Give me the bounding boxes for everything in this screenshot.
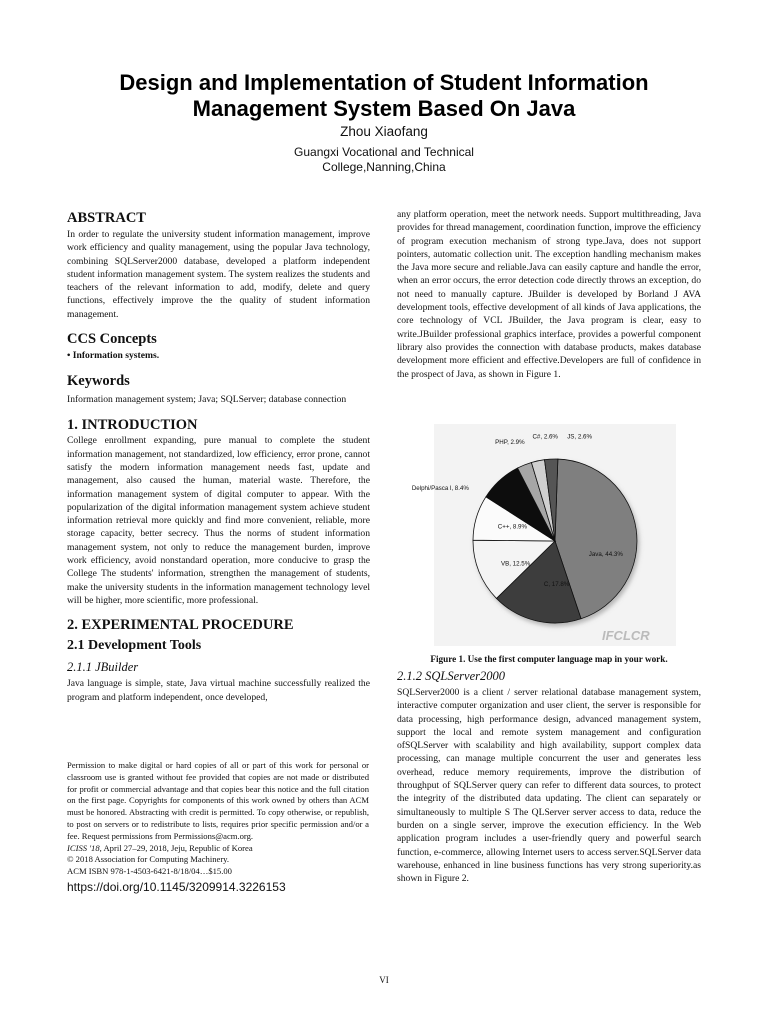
page-number: VI [379,975,389,985]
right-column [397,208,701,381]
pie-label-vb: VB, 12.5% [500,560,531,568]
right-column-lower [397,669,701,885]
affiliation [60,145,708,175]
figure-watermark: IFCLCR [602,628,650,643]
doi-link[interactable]: https://doi.org/10.1145/3209914.3226153 [67,879,286,894]
abstract-text: In order to regulate the university student information management, improve work efficiency and quality management, using the popular Java technology, combining SQLServer2000 database, developed a platform independent student information management system. The system realizes the students and teachers of the relevant information to add, modify, delete and query functions, effectively improve the the quality of student information management. [67,229,370,320]
conference-details: , April 27–29, 2018, Jeju, Republic of Korea [99,842,253,853]
conference-line [67,843,369,855]
pie-label-c-: C++, 8.9% [497,523,528,531]
ccs-heading: CCS Concepts [67,331,157,348]
ccs-item: • Information systems. [67,350,160,362]
pie-label-delphi-pascal: Delphi/Pasca l, 8.4% [411,485,469,493]
pie-label-java: Java, 44.3% [588,550,623,558]
author-name: Zhou Xiaofang [340,124,428,139]
sqlserver-heading: 2.1.2 SQLServer2000 [397,669,505,683]
figure-1-caption: Figure 1. Use the first computer language map in your work. [430,654,668,664]
sqlserver-text: SQLServer2000 is a client / server relational database management system, interactive computer organization and user client, the server is responsible for data processing, high performance design, advanced management system, support the local and remote system management and configuration ofSQLServer with scalability and high availability, support complex data processing, can manage multiple concurrent the user and generates less overhead, reduce memory requirements, improve the distribution of throughput of SQLServer query can refer to different data sources, to protect the integrity of the distributed data updating. The client can separately or simultaneously to multiple S The QLServer server access to data, reduce the burden on a single server, improve the execution efficiency. In the Web application program includes a user-friendly query and powerful search function, e-commerce, allowing Internet users to access server.SQLServer data warehouse, enhanced in line business functions has very strong superiority.as shown in Figure 2. [397,687,701,885]
development-tools-heading: 2.1 Development Tools [67,638,202,654]
affiliation-line-1: Guangxi Vocational and Technical [294,145,474,159]
left-column [67,209,370,704]
copyright-line: © 2018 Association for Computing Machinery. [67,854,230,865]
pie-label-js: JS, 2.6% [567,433,592,441]
isbn-line: ACM ISBN 978-1-4503-6421-8/18/04…$15.00 [67,866,232,877]
pie-label-c-: C#, 2.6% [532,433,558,441]
pie-label-c: C, 17.8% [543,581,570,589]
introduction-text: College enrollment expanding, pure manual to complete the student information management, not standardized, low efficiency, error prone, cannot satisfy the modern information management needs fast, update and management, also caused the human, material waste. Therefore, the information management system of digital computer to appear. With the popularization of the digital information management system achieve student information retrieval more quickly and find more convenient, reliable, more storage capacity, better secrecy. Thus the norms of student information management system, not only to reduce the management burden, improve work efficiency, avoid nonstandard operation, more conducive to grasp the College The students' information, strengthen the management of students, make the university students in the information management technology level will be higher, more scientific, more professional. [67,435,370,606]
keywords-text: Information management system; Java; SQLServer; database connection [67,394,347,406]
jbuilder-heading: 2.1.1 JBuilder [67,660,139,675]
keywords-heading: Keywords [67,373,130,390]
language-pie-chart [411,424,676,646]
experimental-heading: 2. EXPERIMENTAL PROCEDURE [67,617,294,634]
abstract-heading: ABSTRACT [67,210,146,226]
jbuilder-text: Java language is simple, state, Java virtual machine successfully realized the program and platform independent, once developed, [67,678,370,703]
figure-1 [411,424,676,646]
conference-name: ICISS '18 [67,842,100,853]
pie-label-php: PHP, 2.9% [495,439,525,447]
permission-box [67,760,369,895]
introduction-heading: 1. INTRODUCTION [67,417,198,434]
pie-slices [473,459,637,623]
affiliation-line-2: College,Nanning,China [322,160,446,174]
jbuilder-continued-text: any platform operation, meet the network needs. Support multithreading, Java provides for thread management, coordination function, improve the efficiency of program execution mechanism of strong type.Java, does not support pointers, automatic collection unit. The exception handling mechanism makes the Java more secure and reliable.Java can easily capture and handle the error, when an error occurs, the error detection code directly throws an exception, do not need to manually capture. JBuilder is developed by Borland J AVA development tools, effective development of all kinds of Java applications, the core technology of VCL JBuilder, the Java program is clear, easy to write.JBuilder professional graphics interface, provides a powerful component library also provides the connection with database products, makes database development more efficient and effective.Developers are full of confidence in the prospect of Java, as shown in Figure 1. [397,209,701,380]
permission-text: Permission to make digital or hard copies of all or part of this work for personal or classroom use is granted without fee provided that copies are not made or distributed for profit or commercial advantage and that copies bear this notice and the full citation on the first page. Copyrights for components of this work owned by others than ACM must be honored. Abstracting with credit is permitted. To copy otherwise, or republish, to post on servers or to redistribute to lists, requires prior specific permission and/or a fee. Request permissions from Permissions@acm.org. [67,760,369,841]
paper-title: Design and Implementation of Student Information Management System Based On Java [119,70,649,121]
